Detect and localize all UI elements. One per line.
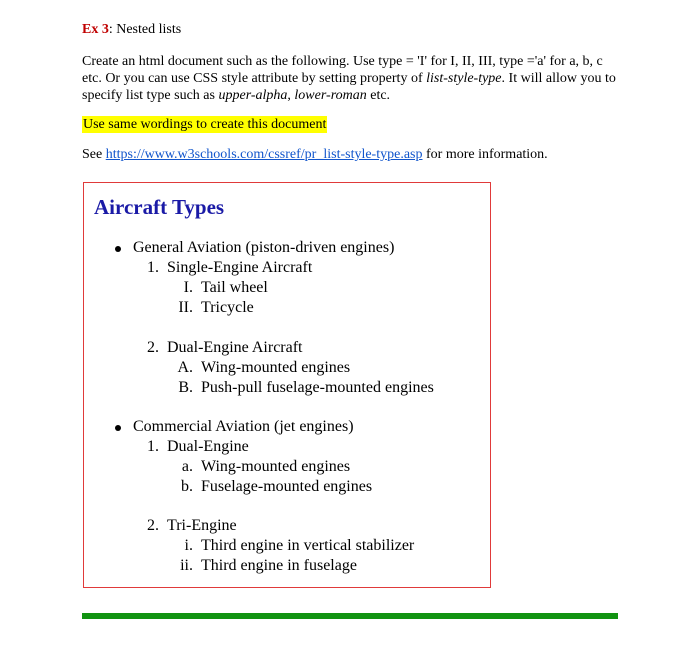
list-item-dual-engine-aircraft [141,338,303,358]
dual-engine-marker: 1. [147,438,159,455]
see-suffix: for more information. [422,147,548,162]
see-prefix: See [82,147,106,162]
instructions-em-list-style-type: list-style-type [426,71,502,86]
fuselage-mounted-marker: b. [181,478,193,495]
tri-engine-marker: 2. [147,517,159,534]
single-engine-marker: 1. [147,259,159,276]
list-item-tail-wheel [169,278,268,298]
exercise-section [82,20,622,163]
wing-mounted-marker: A. [177,359,193,376]
instructions-text-b: . It will allow you to specify list type such as [82,71,616,103]
dual-engine-aircraft-marker: 2. [147,339,159,356]
list-item-wing-mounted-commercial [169,457,350,477]
exercise-label: Ex 3 [82,22,109,37]
instructions-em-upper-alpha: upper-alpha [218,88,288,103]
wing-mounted-label: Wing-mounted engines [201,359,351,376]
list-item-push-pull [169,378,434,398]
vertical-stabilizer-label: Third engine in vertical stabilizer [201,537,415,554]
instructions-text-d: etc. [366,88,391,103]
highlight-text: Use same wordings to create this document [83,117,327,132]
third-engine-fuselage-label: Third engine in fuselage [201,557,357,574]
example-document-frame [83,182,491,588]
list-item-vertical-stabilizer [169,536,414,556]
see-reference [82,146,622,163]
green-divider [82,613,618,619]
doc-heading: Aircraft Types [94,195,225,219]
exercise-title-text: : Nested lists [108,22,182,37]
list-item-fuselage-mounted [169,477,372,497]
list-item-third-engine-fuselage [169,556,357,576]
list-item-tricycle [169,298,254,318]
commercial-aviation-label: Commercial Aviation (jet engines) [133,418,354,435]
fuselage-mounted-label: Fuselage-mounted engines [201,478,373,495]
instructions-em-lower-roman: lower-roman [294,88,367,103]
wing-mounted-commercial-marker: a. [181,458,193,475]
vertical-stabilizer-marker: i. [184,537,193,554]
third-engine-fuselage-marker: ii. [180,557,193,574]
dual-engine-aircraft-label: Dual-Engine Aircraft [167,339,303,356]
list-item-single-engine [141,258,312,278]
tricycle-label: Tricycle [201,299,254,316]
list-item-dual-engine [141,437,249,457]
general-aviation-label: General Aviation (piston-driven engines) [133,239,395,256]
tri-engine-label: Tri-Engine [167,517,237,534]
list-item-wing-mounted-general [169,358,350,378]
wing-mounted-commercial-label: Wing-mounted engines [201,458,351,475]
instructions-text-c: , [287,88,295,103]
dual-engine-label: Dual-Engine [167,438,249,455]
w3schools-link[interactable]: https://www.w3schools.com/cssref/pr_list-style-type.asp [105,147,423,162]
push-pull-label: Push-pull fuselage-mounted engines [201,379,434,396]
highlight-note [82,116,622,133]
tricycle-marker: II. [178,299,193,316]
list-item-tri-engine [141,516,237,536]
instructions-text-a: Create an html document such as the following. Use type = 'I' for I, II, III, type ='a' for a, b, c etc. Or you can use CSS style attribute by setting property of [82,54,603,86]
single-engine-label: Single-Engine Aircraft [167,259,313,276]
push-pull-marker: B. [178,379,193,396]
instructions-paragraph [82,53,622,104]
exercise-title [82,20,622,40]
tail-wheel-label: Tail wheel [201,279,268,296]
tail-wheel-marker: I. [183,279,193,296]
